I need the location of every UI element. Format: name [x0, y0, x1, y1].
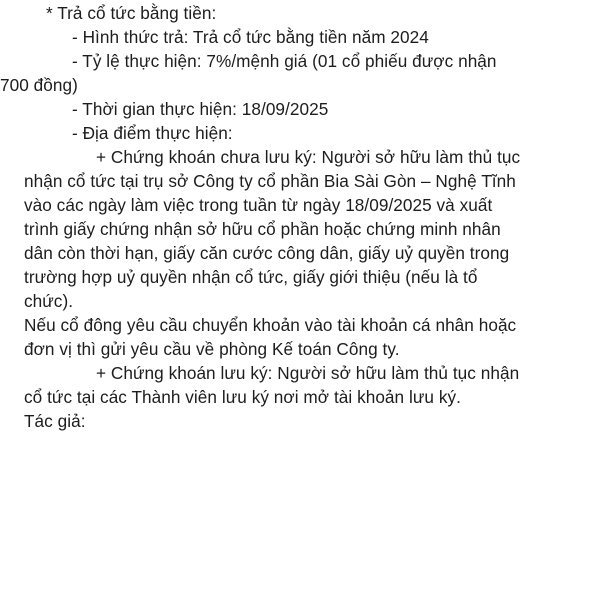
paragraph-line: nhận cổ tức tại trụ sở Công ty cổ phần Bia Sài Gòn – Nghệ Tĩnh — [24, 171, 516, 191]
paragraph-line: chức). — [24, 291, 74, 311]
heading-cash-dividend: * Trả cổ tức bằng tiền: — [46, 3, 217, 23]
unregistered-securities-line: + Chứng khoán chưa lưu ký: Người sở hữu làm thủ tục — [96, 147, 521, 167]
location-heading: - Địa điểm thực hiện: — [72, 123, 233, 143]
paragraph-line: dân còn thời hạn, giấy căn cước công dân, giấy uỷ quyền trong — [24, 243, 510, 263]
transfer-request-line: đơn vị thì gửi yêu cầu về phòng Kế toán Công ty. — [24, 339, 400, 359]
transfer-request-line: Nếu cổ đông yêu cầu chuyển khoản vào tài khoản cá nhân hoặc — [24, 315, 517, 335]
paragraph-line: trình giấy chứng nhận sở hữu cổ phần hoặc chứng minh nhân — [24, 219, 501, 239]
author-label: Tác giả: — [24, 411, 86, 431]
registered-securities-line: + Chứng khoán lưu ký: Người sở hữu làm thủ tục nhận — [96, 363, 520, 383]
date-line: - Thời gian thực hiện: 18/09/2025 — [72, 99, 329, 119]
payment-form-line: - Hình thức trả: Trả cổ tức bằng tiền năm 2024 — [72, 27, 429, 47]
paragraph-line: cổ tức tại các Thành viên lưu ký nơi mở tài khoản lưu ký. — [24, 387, 461, 407]
paragraph-line: vào các ngày làm việc trong tuần từ ngày 18/09/2025 và xuất — [24, 195, 493, 215]
rate-line: - Tỷ lệ thực hiện: 7%/mệnh giá (01 cổ phiếu được nhận — [72, 51, 497, 71]
rate-line-continued: 700 đồng) — [0, 75, 78, 95]
paragraph-line: trường hợp uỷ quyền nhận cổ tức, giấy giới thiệu (nếu là tổ — [24, 267, 478, 287]
